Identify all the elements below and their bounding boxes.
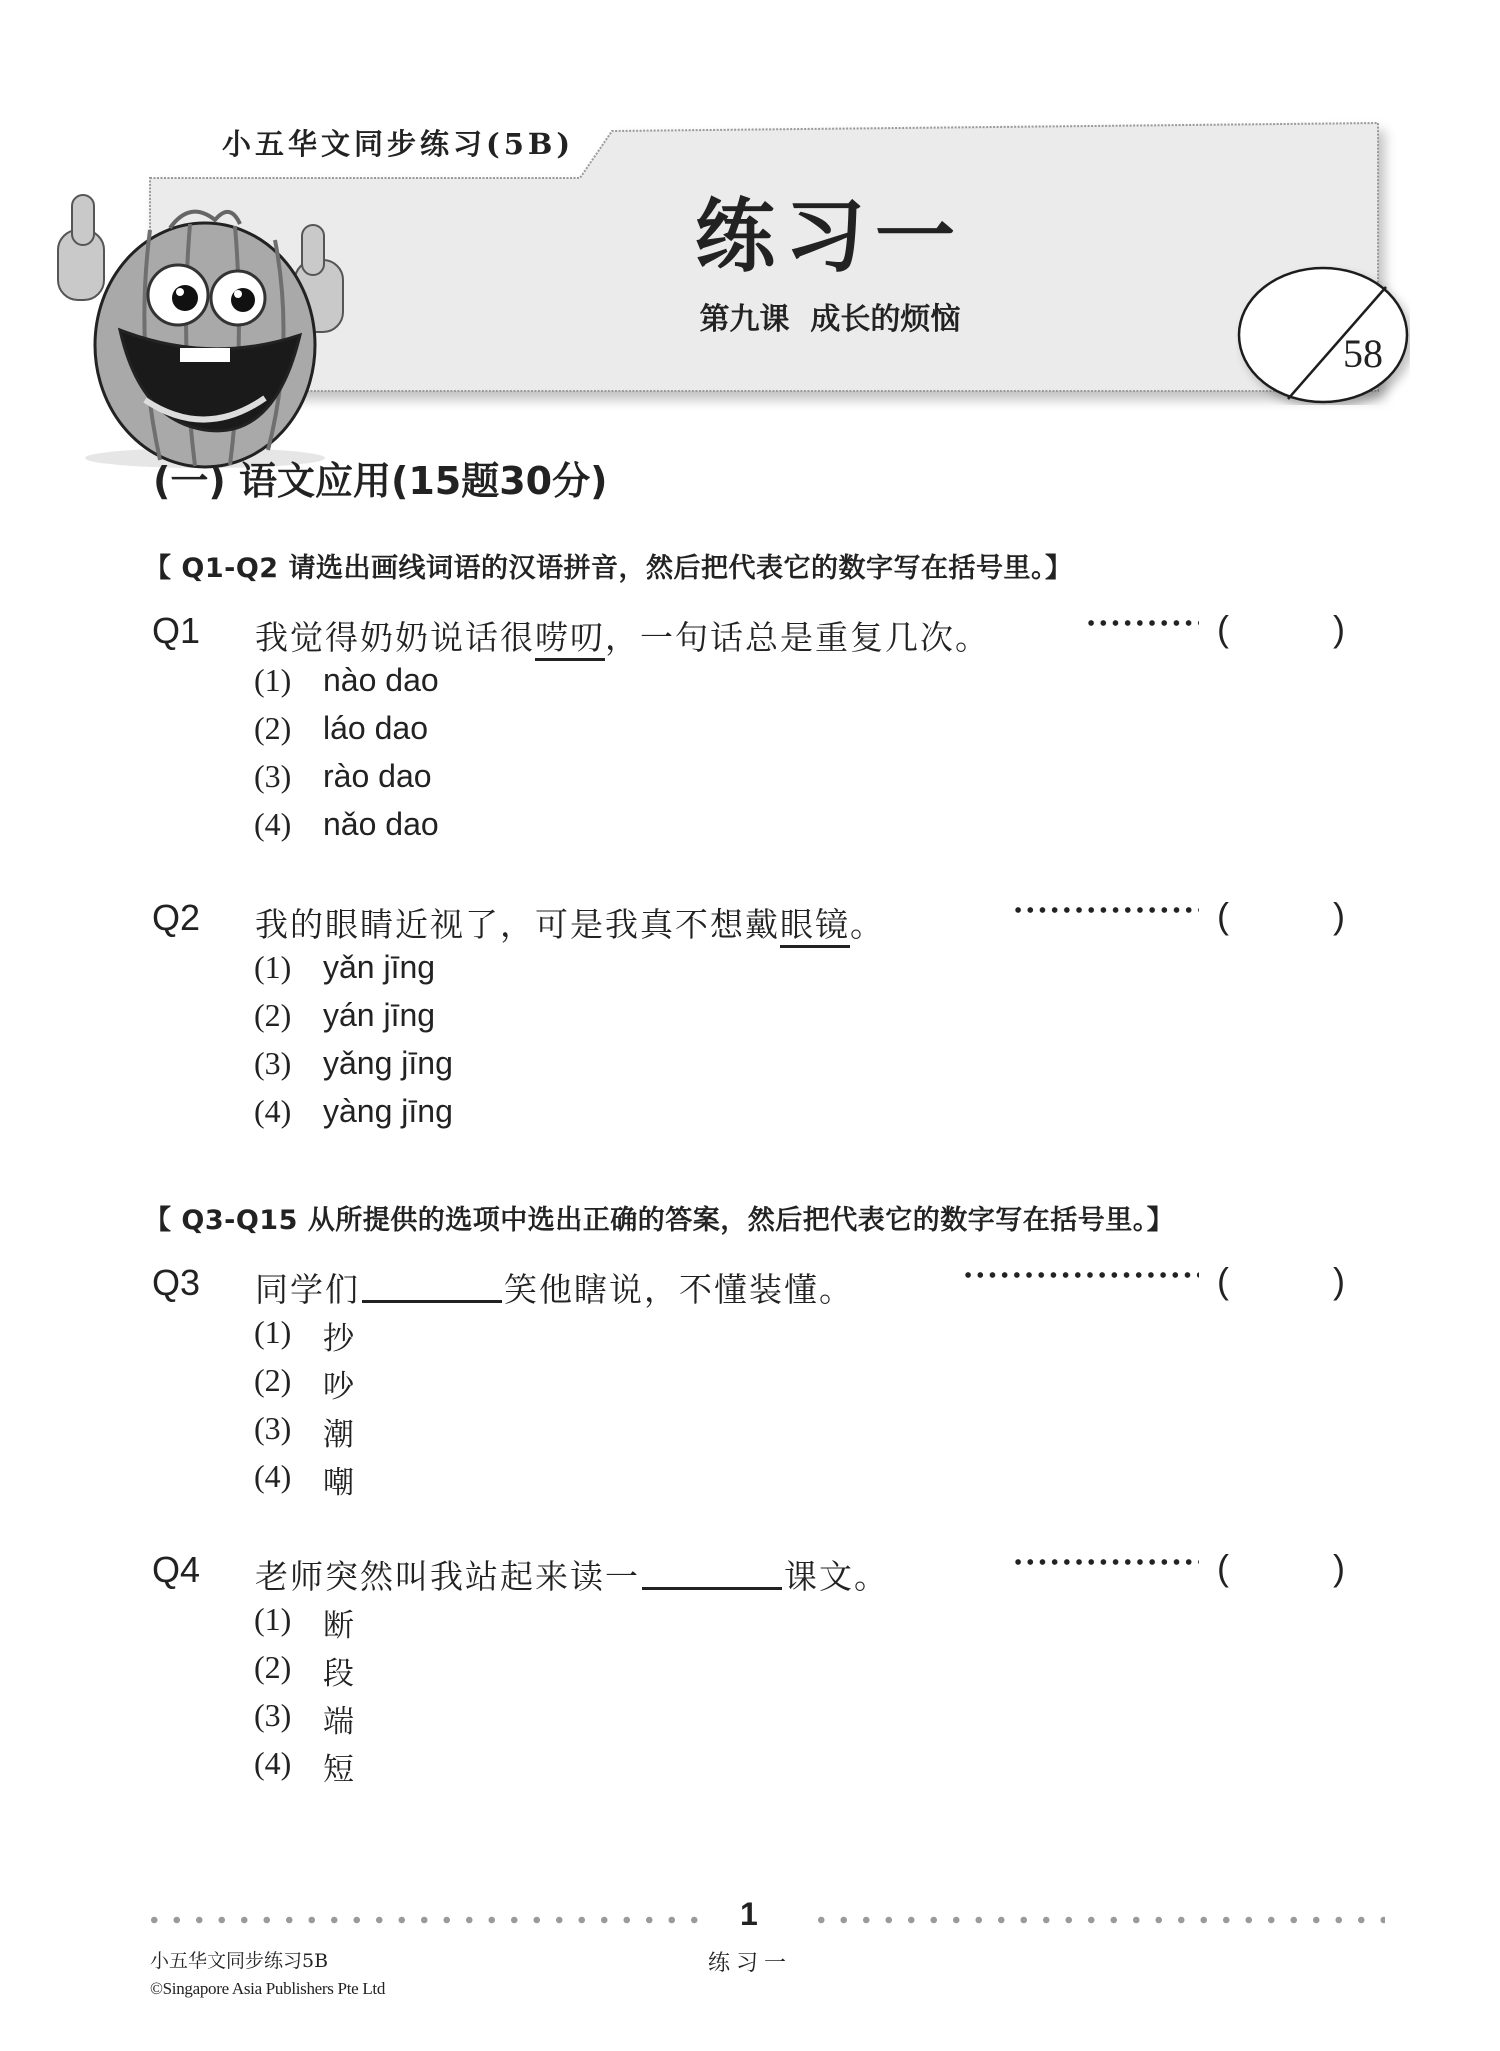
option-text: 抄 bbox=[323, 1321, 354, 1357]
instruction-q3-q15: 【 Q3-Q15 从所提供的选项中选出正确的答案，然后把代表它的数字写在括号里。】 bbox=[144, 1205, 1175, 1236]
footer-dot-rule-right bbox=[810, 1916, 1385, 1924]
underlined-word: 眼镜 bbox=[780, 905, 850, 948]
lesson-subtitle: 第九课 成长的烦恼 bbox=[699, 302, 961, 337]
option-text: 短 bbox=[323, 1752, 354, 1788]
option-text: nǎo dao bbox=[323, 806, 439, 842]
option-number: (1) bbox=[254, 1314, 292, 1350]
option-number: (4) bbox=[254, 1093, 292, 1129]
series-title: 小五华文同步练习(5B) bbox=[222, 127, 575, 161]
dot-leader bbox=[1012, 907, 1199, 913]
option-number: (4) bbox=[254, 1745, 292, 1781]
dot-leader bbox=[1012, 1559, 1199, 1565]
option-text: yǎn jīng bbox=[323, 949, 436, 985]
option-text: nào dao bbox=[323, 662, 439, 698]
option-text: yán jīng bbox=[323, 997, 436, 1033]
answer-open-paren: ( bbox=[1217, 1547, 1229, 1588]
answer-close-paren: ) bbox=[1333, 608, 1345, 649]
question-text bbox=[255, 1264, 854, 1311]
option-text: 段 bbox=[323, 1656, 354, 1692]
question-text bbox=[255, 899, 885, 946]
underlined-word: 唠叨 bbox=[535, 618, 605, 661]
footer-exercise-title: 练习一 bbox=[708, 1951, 793, 1976]
option-number: (3) bbox=[254, 1045, 292, 1081]
footer-book-title: 小五华文同步练习5B bbox=[150, 1950, 329, 1972]
option-text: 断 bbox=[323, 1608, 354, 1644]
question-text-before: 我的眼睛近视了，可是我真不想戴 bbox=[255, 905, 780, 944]
question-label: Q3 bbox=[152, 1262, 201, 1303]
question-text bbox=[255, 1551, 889, 1598]
score-circle bbox=[1236, 265, 1410, 405]
fill-in-blank[interactable] bbox=[642, 1557, 782, 1590]
option-number: (2) bbox=[254, 710, 292, 746]
option-text: yàng jīng bbox=[323, 1093, 453, 1129]
fill-in-blank[interactable] bbox=[362, 1270, 502, 1303]
answer-close-paren: ) bbox=[1333, 1260, 1345, 1301]
section-title: (一) 语文应用(15题30分) bbox=[153, 459, 608, 503]
answer-open-paren: ( bbox=[1217, 1260, 1229, 1301]
option-text: 端 bbox=[323, 1704, 354, 1740]
question-label: Q2 bbox=[152, 897, 201, 938]
footer-dot-rule-left bbox=[143, 1916, 705, 1924]
option-number: (2) bbox=[254, 997, 292, 1033]
question-text-after: ，一句话总是重复几次。 bbox=[605, 618, 990, 657]
option-text: láo dao bbox=[323, 710, 428, 746]
option-text: 嘲 bbox=[323, 1465, 354, 1501]
question-text-before: 老师突然叫我站起来读一 bbox=[255, 1557, 640, 1596]
question-text-after: 笑他瞎说，不懂装懂。 bbox=[504, 1270, 854, 1309]
option-number: (1) bbox=[254, 1601, 292, 1637]
exercise-title: 练习一 bbox=[695, 190, 965, 283]
option-number: (4) bbox=[254, 806, 292, 842]
option-number: (2) bbox=[254, 1362, 292, 1398]
option-number: (4) bbox=[254, 1458, 292, 1494]
option-text: 潮 bbox=[323, 1417, 354, 1453]
option-number: (3) bbox=[254, 1697, 292, 1733]
option-number: (1) bbox=[254, 949, 292, 985]
question-text bbox=[255, 612, 990, 659]
option-text: 吵 bbox=[323, 1369, 354, 1405]
answer-close-paren: ) bbox=[1333, 1547, 1345, 1588]
dot-leader bbox=[962, 1272, 1199, 1278]
footer-copyright: ©Singapore Asia Publishers Pte Ltd bbox=[150, 1979, 386, 1998]
option-text: rào dao bbox=[323, 758, 432, 794]
question-text-after: 课文。 bbox=[784, 1557, 889, 1596]
score-total: 58 bbox=[1343, 331, 1383, 376]
answer-open-paren: ( bbox=[1217, 895, 1229, 936]
option-text: yǎng jīng bbox=[323, 1045, 453, 1081]
option-number: (3) bbox=[254, 758, 292, 794]
option-number: (1) bbox=[254, 662, 292, 698]
question-label: Q1 bbox=[152, 610, 201, 651]
dot-leader bbox=[1085, 620, 1199, 626]
option-number: (2) bbox=[254, 1649, 292, 1685]
answer-close-paren: ) bbox=[1333, 895, 1345, 936]
question-text-before: 我觉得奶奶说话很 bbox=[255, 618, 535, 657]
question-text-before: 同学们 bbox=[255, 1270, 360, 1309]
instruction-q1-q2: 【 Q1-Q2 请选出画线词语的汉语拼音，然后把代表它的数字写在括号里。】 bbox=[144, 553, 1073, 584]
option-number: (3) bbox=[254, 1410, 292, 1446]
question-label: Q4 bbox=[152, 1549, 201, 1590]
question-text-after: 。 bbox=[850, 905, 885, 944]
page-number: 1 bbox=[740, 1896, 758, 1932]
answer-open-paren: ( bbox=[1217, 608, 1229, 649]
